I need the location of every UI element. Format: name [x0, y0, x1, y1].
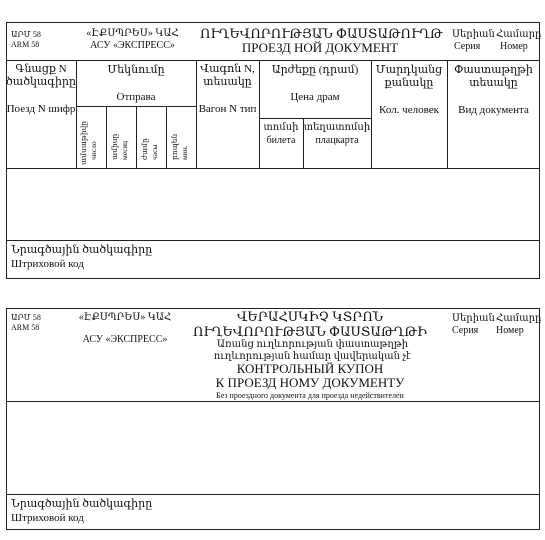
departure-hour-hy: ժամը — [140, 138, 149, 160]
coupon-arm-code-hy: ԱՐՄ 58 — [11, 313, 41, 322]
coupon-note-hy: Առանց ուղևորության փաստաթղթի ուղևորության համար վավերական չէ — [213, 339, 412, 362]
wagon-header-ru: Вагон N тип — [198, 103, 257, 115]
train-header-ru: Поезд N шифр — [6, 103, 76, 115]
departure-hour-ru: часы — [150, 144, 159, 160]
price-platz-ru: плацкарта — [315, 135, 359, 146]
coupon-barcode-divider — [6, 494, 540, 495]
coupon-series-ru: Серия — [452, 325, 479, 336]
ticket-arm-code-hy: ԱՐՄ 58 — [11, 30, 41, 39]
col-divider — [166, 106, 167, 168]
ticket-header-divider — [6, 60, 540, 61]
price-ticket-ru: билета — [266, 135, 296, 146]
departure-date-hy: ամսաթիվը — [79, 120, 88, 165]
departure-header-ru: Отправа — [116, 91, 156, 103]
coupon-system-ru: АСУ «ЭКСПРЕСС» — [82, 334, 168, 345]
coupon-system-hy: «ԷՔՍՊՐԵՍ» ԿԱՀ — [78, 312, 172, 323]
ticket-series-hy: Սերիան — [452, 29, 495, 40]
wagon-header-hy: Վագոն N, տեսակը — [200, 63, 255, 88]
departure-month-ru: месяц — [120, 140, 129, 160]
departure-date-ru: число — [89, 141, 98, 160]
coupon-title2-hy: ՈՒՂԵՎՈՐՈՒԹՅԱՆ ՓԱՍՏԱԹՂԹԻ — [192, 324, 427, 339]
coupon-title1-ru: КОНТРОЛЬНЫЙ КУПОН — [236, 361, 384, 376]
price-ticket-hy: տոմսի — [263, 122, 299, 133]
departure-minute-hy: րոպեն — [170, 133, 179, 160]
coupon-note-ru: Без проездного документа для проезда недействителен — [216, 391, 404, 400]
coupon-barcode-hy: Նրագծային ծածկագիրը — [11, 498, 153, 510]
coupon-title2-ru: К ПРОЕЗД НОМУ ДОКУМЕНТУ — [215, 375, 405, 390]
coupon-number-hy: Համարը — [496, 313, 542, 324]
ticket-arm-code-ru: ARM 58 — [11, 40, 40, 49]
ticket-number-hy: Համարը — [496, 29, 542, 40]
coupon-series-hy: Սերիան — [452, 313, 495, 324]
people-header-hy: Մարդկանց քանակը — [375, 64, 443, 89]
train-header-hy: Գնացք N ծածկագիրը — [6, 63, 77, 88]
doctype-header-hy: Փաստաթղթի տեսակը — [454, 64, 533, 89]
people-header-ru: Кол. человек — [379, 104, 439, 116]
coupon-arm-code-ru: ARM 58 — [11, 323, 40, 332]
ticket-body-divider — [6, 168, 540, 169]
ticket-barcode-divider — [6, 240, 540, 241]
doctype-header-ru: Вид документа — [458, 104, 529, 116]
price-platz-hy: տեղատոմսի — [303, 122, 371, 133]
ticket-number-ru: Номер — [500, 41, 528, 52]
ticket-barcode-hy: Նրագծային ծածկագիրը — [11, 244, 153, 256]
coupon-barcode-ru: Штриховой код — [11, 512, 84, 524]
coupon-title1-hy: ՎԵՐԱՀՍԿԻՉ ԿՏՐՈՆ — [236, 309, 384, 324]
price-header-hy: Արժեքը (դրամ) — [271, 64, 359, 76]
coupon-header-divider — [6, 401, 540, 402]
coupon-number-ru: Номер — [496, 325, 524, 336]
ticket-title-hy: ՈՒՂԵՎՈՐՈՒԹՅԱՆ ՓԱՍՏԱԹՈՒՂԹ — [200, 26, 443, 41]
price-sub-divider — [259, 118, 371, 119]
price-header-ru: Цена драм — [290, 91, 340, 103]
departure-minute-ru: мин. — [180, 145, 189, 160]
departure-month-hy: ամիսը — [110, 133, 119, 160]
departure-header-hy: Մեկնումը — [107, 64, 165, 76]
ticket-series-ru: Серия — [454, 41, 481, 52]
ticket-system-ru: АСУ «ЭКСПРЕСС» — [90, 40, 175, 51]
col-divider — [106, 106, 107, 168]
col-divider — [136, 106, 137, 168]
ticket-barcode-ru: Штриховой код — [11, 258, 84, 270]
ticket-system-hy: «ԷՔՍՊՐԵՍ» ԿԱՀ — [86, 28, 179, 39]
ticket-title-ru: ПРОЕЗД НОЙ ДОКУМЕНТ — [241, 40, 399, 55]
